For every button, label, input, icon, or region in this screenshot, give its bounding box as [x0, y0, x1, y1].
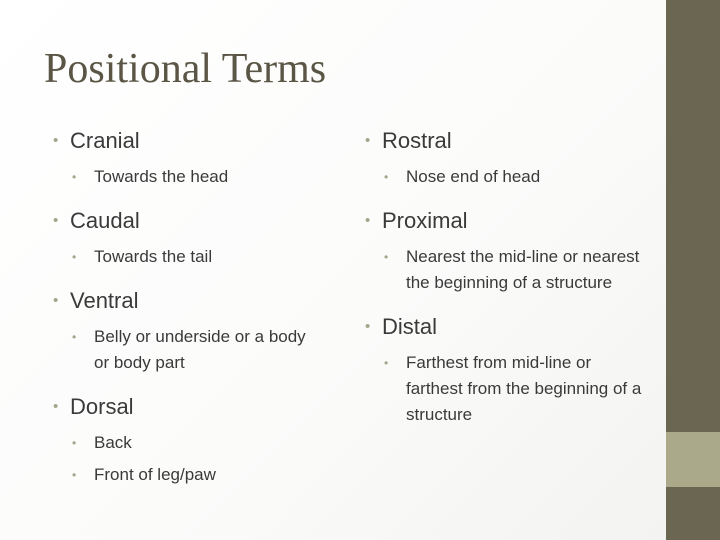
detail-text: Nose end of head	[406, 167, 541, 186]
term-details	[70, 244, 312, 270]
bullet-icon: •	[384, 170, 389, 184]
detail-text: Nearest the mid-line or nearest the beginning of a structure	[406, 247, 640, 292]
right-term-list	[362, 126, 642, 428]
detail-item	[382, 350, 642, 428]
right-column	[362, 126, 642, 444]
bullet-icon: •	[53, 132, 59, 149]
sidebar-band-dark	[666, 0, 720, 432]
term-label: Dorsal	[70, 394, 134, 419]
term-details	[382, 244, 642, 296]
detail-text: Front of leg/paw	[94, 465, 216, 484]
term-item-dorsal	[50, 392, 312, 488]
detail-text: Towards the tail	[94, 247, 213, 266]
bullet-icon: •	[72, 330, 77, 344]
detail-item	[70, 164, 312, 190]
term-item-rostral	[362, 126, 642, 190]
term-label: Rostral	[382, 128, 452, 153]
term-label: Distal	[382, 314, 438, 339]
term-item-proximal	[362, 206, 642, 296]
term-item-caudal	[50, 206, 312, 270]
term-details	[70, 324, 312, 376]
bullet-icon: •	[72, 250, 77, 264]
detail-text: Belly or underside or a body or body part	[94, 327, 306, 372]
bullet-icon: •	[365, 318, 371, 335]
term-details	[70, 430, 312, 488]
detail-item	[382, 164, 642, 190]
term-label: Caudal	[70, 208, 140, 233]
detail-text: Back	[94, 433, 132, 452]
detail-item	[70, 430, 312, 456]
bullet-icon: •	[365, 212, 371, 229]
term-label: Ventral	[70, 288, 139, 313]
bullet-icon: •	[53, 212, 59, 229]
detail-item	[70, 462, 312, 488]
term-details	[70, 164, 312, 190]
detail-item	[70, 324, 312, 376]
left-term-list	[50, 126, 312, 488]
term-item-ventral	[50, 286, 312, 376]
bullet-icon: •	[365, 132, 371, 149]
bullet-icon: •	[384, 250, 389, 264]
term-label: Cranial	[70, 128, 140, 153]
term-item-cranial	[50, 126, 312, 190]
bullet-icon: •	[384, 356, 389, 370]
bullet-icon: •	[72, 436, 77, 450]
sidebar-band-accent	[666, 432, 720, 487]
term-label: Proximal	[382, 208, 468, 233]
sidebar-band-dark-bottom	[666, 487, 720, 540]
term-details	[382, 164, 642, 190]
bullet-icon: •	[72, 170, 77, 184]
term-item-distal	[362, 312, 642, 428]
detail-text: Towards the head	[94, 167, 229, 186]
detail-item	[382, 244, 642, 296]
detail-text: Farthest from mid-line or farthest from the beginning of a structure	[406, 353, 642, 424]
left-column	[50, 126, 312, 504]
detail-item	[70, 244, 312, 270]
slide-title: Positional Terms	[44, 46, 327, 92]
bullet-icon: •	[53, 398, 59, 415]
bullet-icon: •	[53, 292, 59, 309]
term-details	[382, 350, 642, 428]
bullet-icon: •	[72, 468, 77, 482]
